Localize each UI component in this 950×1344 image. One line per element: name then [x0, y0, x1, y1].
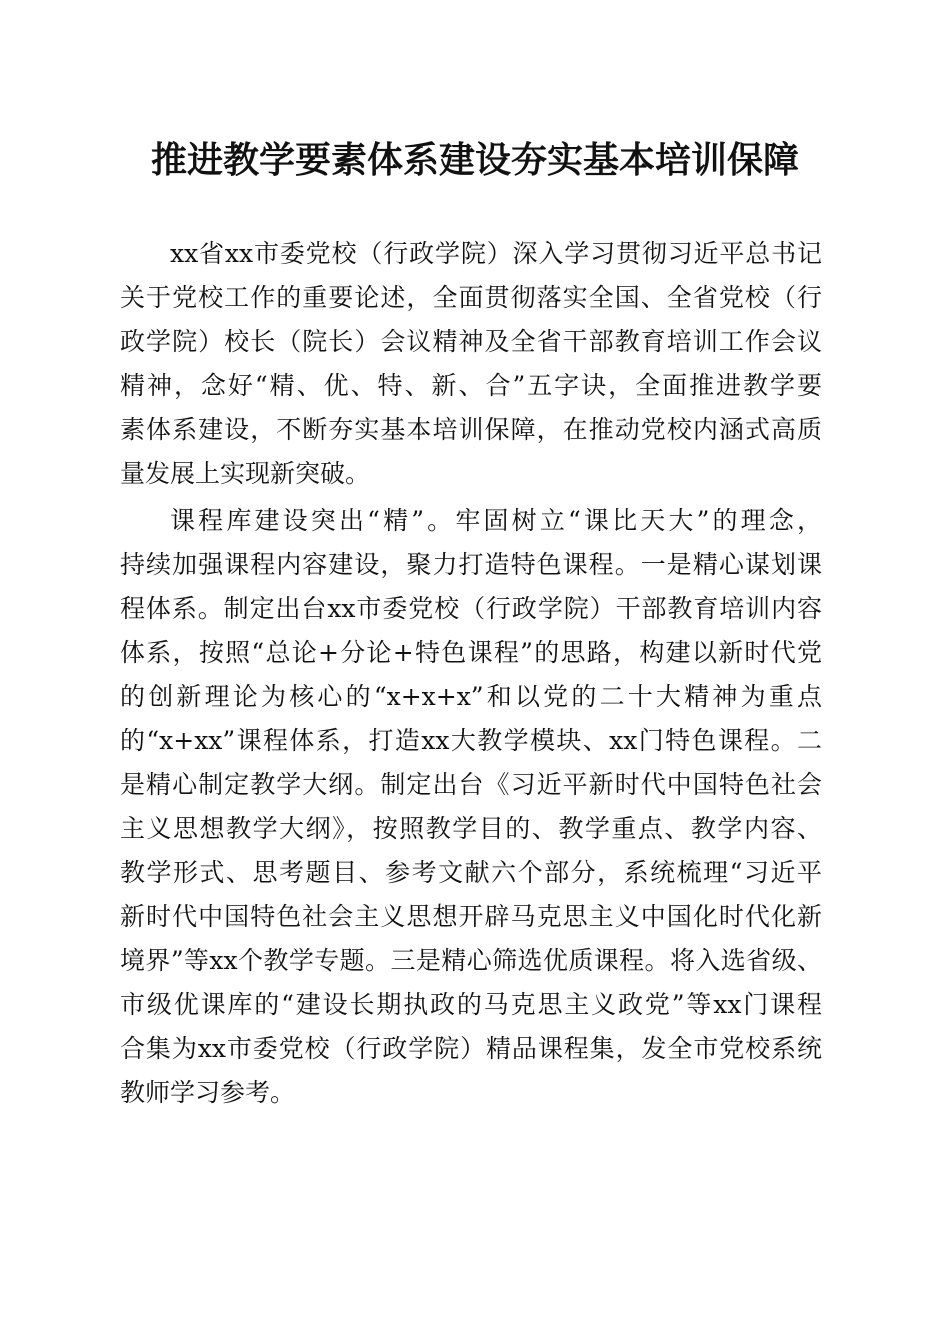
paragraph-1-line-5: 素体系建设，不断夯实基本培训保障，在推动党校内涵式高质 — [120, 415, 822, 444]
paragraph-1-line-1: xx省xx市委党校（行政学院）深入学习贯彻习近平总书记 — [170, 239, 822, 268]
paragraph-2-line-6: 的“x+xx”课程体系，打造xx大教学模块、xx门特色课程。二 — [120, 726, 822, 755]
paragraph-2-line-1: 课程库建设突出“精”。牢固树立“课比天大”的理念， — [170, 506, 822, 535]
paragraph-2-line-10: 新时代中国特色社会主义思想开辟马克思主义中国化时代化新 — [120, 902, 822, 931]
paragraph-1-line-3: 政学院）校长（院长）会议精神及全省干部教育培训工作会议 — [120, 327, 822, 356]
paragraph-2-line-9: 教学形式、思考题目、参考文献六个部分，系统梳理“习近平 — [120, 858, 822, 887]
paragraph-1-line-4: 精神，念好“精、优、特、新、合”五字诀，全面推进教学要 — [120, 371, 822, 400]
paragraph-2-line-3: 程体系。制定出台xx市委党校（行政学院）干部教育培训内容 — [120, 594, 822, 623]
paragraph-2-line-8: 主义思想教学大纲》，按照教学目的、教学重点、教学内容、 — [120, 814, 822, 843]
paragraph-2-line-14: 教师学习参考。 — [120, 1078, 296, 1107]
paragraph-2-line-13: 合集为xx市委党校（行政学院）精品课程集，发全市党校系统 — [120, 1034, 822, 1063]
paragraph-2-line-4: 体系，按照“总论+分论+特色课程”的思路，构建以新时代党 — [120, 638, 822, 667]
paragraph-1-line-6: 量发展上实现新突破。 — [120, 459, 371, 488]
paragraph-2-line-11: 境界”等xx个教学专题。三是精心筛选优质课程。将入选省级、 — [120, 946, 822, 975]
document-title: 推进教学要素体系建设夯实基本培训保障 — [150, 139, 799, 181]
paragraph-2-line-12: 市级优课库的“建设长期执政的马克思主义政党”等xx门课程 — [120, 990, 822, 1019]
paragraph-1-line-2: 关于党校工作的重要论述，全面贯彻落实全国、全省党校（行 — [120, 283, 822, 312]
paragraph-2-line-2: 持续加强课程内容建设，聚力打造特色课程。一是精心谋划课 — [120, 550, 822, 579]
paragraph-2-line-7: 是精心制定教学大纲。制定出台《习近平新时代中国特色社会 — [120, 770, 822, 799]
paragraph-2-line-5: 的创新理论为核心的“x+x+x”和以党的二十大精神为重点 — [120, 682, 822, 711]
